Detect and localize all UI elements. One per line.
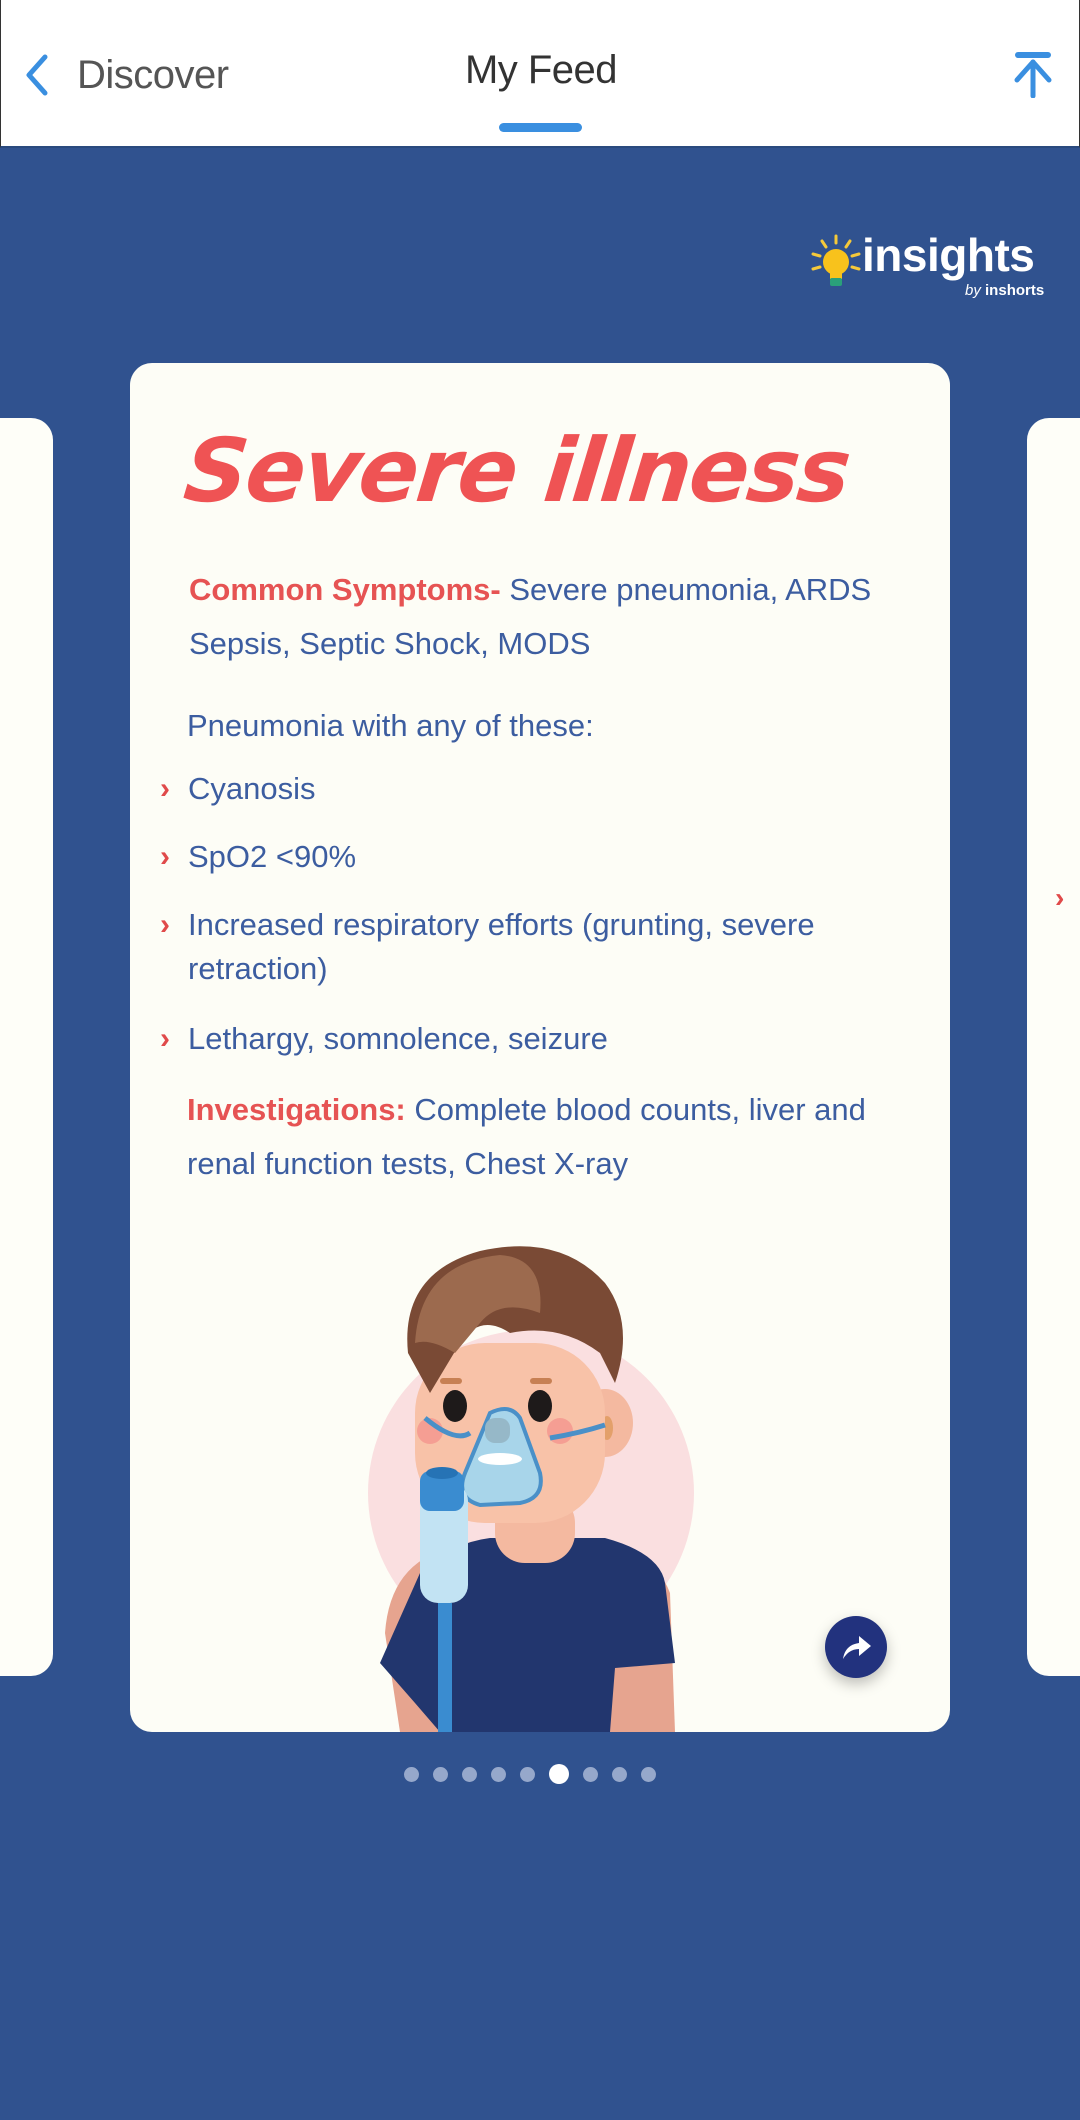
lightbulb-icon: [810, 234, 862, 294]
back-label: Discover: [77, 52, 229, 97]
share-icon: [839, 1633, 873, 1661]
bullet-item: [160, 835, 910, 879]
card-title: Severe illness: [179, 419, 854, 522]
brand-byline: [965, 282, 1044, 299]
investigations-label: Investigations:: [187, 1092, 406, 1127]
top-navigation-bar: [0, 0, 1080, 148]
symptoms-label: Common Symptoms-: [189, 572, 501, 607]
bullet-item: [160, 767, 910, 811]
insight-card[interactable]: [130, 363, 950, 1732]
page-indicator: [0, 1764, 1070, 1784]
page-dot[interactable]: [462, 1767, 477, 1782]
chevron-right-icon: ›: [1055, 882, 1065, 913]
bullet-item: [160, 1017, 910, 1061]
chevron-right-icon: ›: [160, 908, 170, 941]
pneumonia-intro: Pneumonia with any of these:: [187, 708, 594, 743]
page-dot[interactable]: [520, 1767, 535, 1782]
chevron-right-icon: ›: [160, 772, 170, 805]
bullet-text: Lethargy, somnolence, seizure: [188, 1021, 608, 1056]
page-dot-active[interactable]: [549, 1764, 569, 1784]
page-dot[interactable]: [404, 1767, 419, 1782]
previous-card-peek[interactable]: [0, 418, 53, 1676]
brand-name: insights: [862, 229, 1035, 281]
active-tab-indicator: [499, 123, 582, 132]
page-dot[interactable]: [433, 1767, 448, 1782]
bullet-text: SpO2 <90%: [188, 839, 357, 874]
chevron-right-icon: ›: [160, 840, 170, 873]
investigations: [187, 1083, 907, 1191]
page-dot[interactable]: [583, 1767, 598, 1782]
bullet-text: Cyanosis: [188, 771, 316, 806]
insights-logo: [810, 229, 1045, 304]
bullet-item: [160, 903, 910, 991]
chevron-right-icon: ›: [160, 1022, 170, 1055]
common-symptoms: [189, 563, 909, 671]
investigations-text: Complete blood counts, liver and renal function tests, Chest X-ray: [187, 1092, 866, 1181]
bullet-text: Increased respiratory efforts (grunting, severe retraction): [188, 907, 815, 986]
symptoms-text: Severe pneumonia, ARDS Sepsis, Septic Shock, MODS: [189, 572, 872, 661]
next-card-peek[interactable]: [1027, 418, 1080, 1676]
brand-company: inshorts: [985, 282, 1045, 299]
share-button[interactable]: [825, 1616, 887, 1678]
page-dot[interactable]: [641, 1767, 656, 1782]
page-dot[interactable]: [612, 1767, 627, 1782]
brand-by: by: [965, 282, 981, 299]
page-title[interactable]: My Feed: [464, 48, 618, 92]
arrow-to-top-icon[interactable]: [1011, 50, 1055, 98]
page-dot[interactable]: [491, 1767, 506, 1782]
boy-with-oxygen-mask-illustration: [360, 1243, 750, 1732]
